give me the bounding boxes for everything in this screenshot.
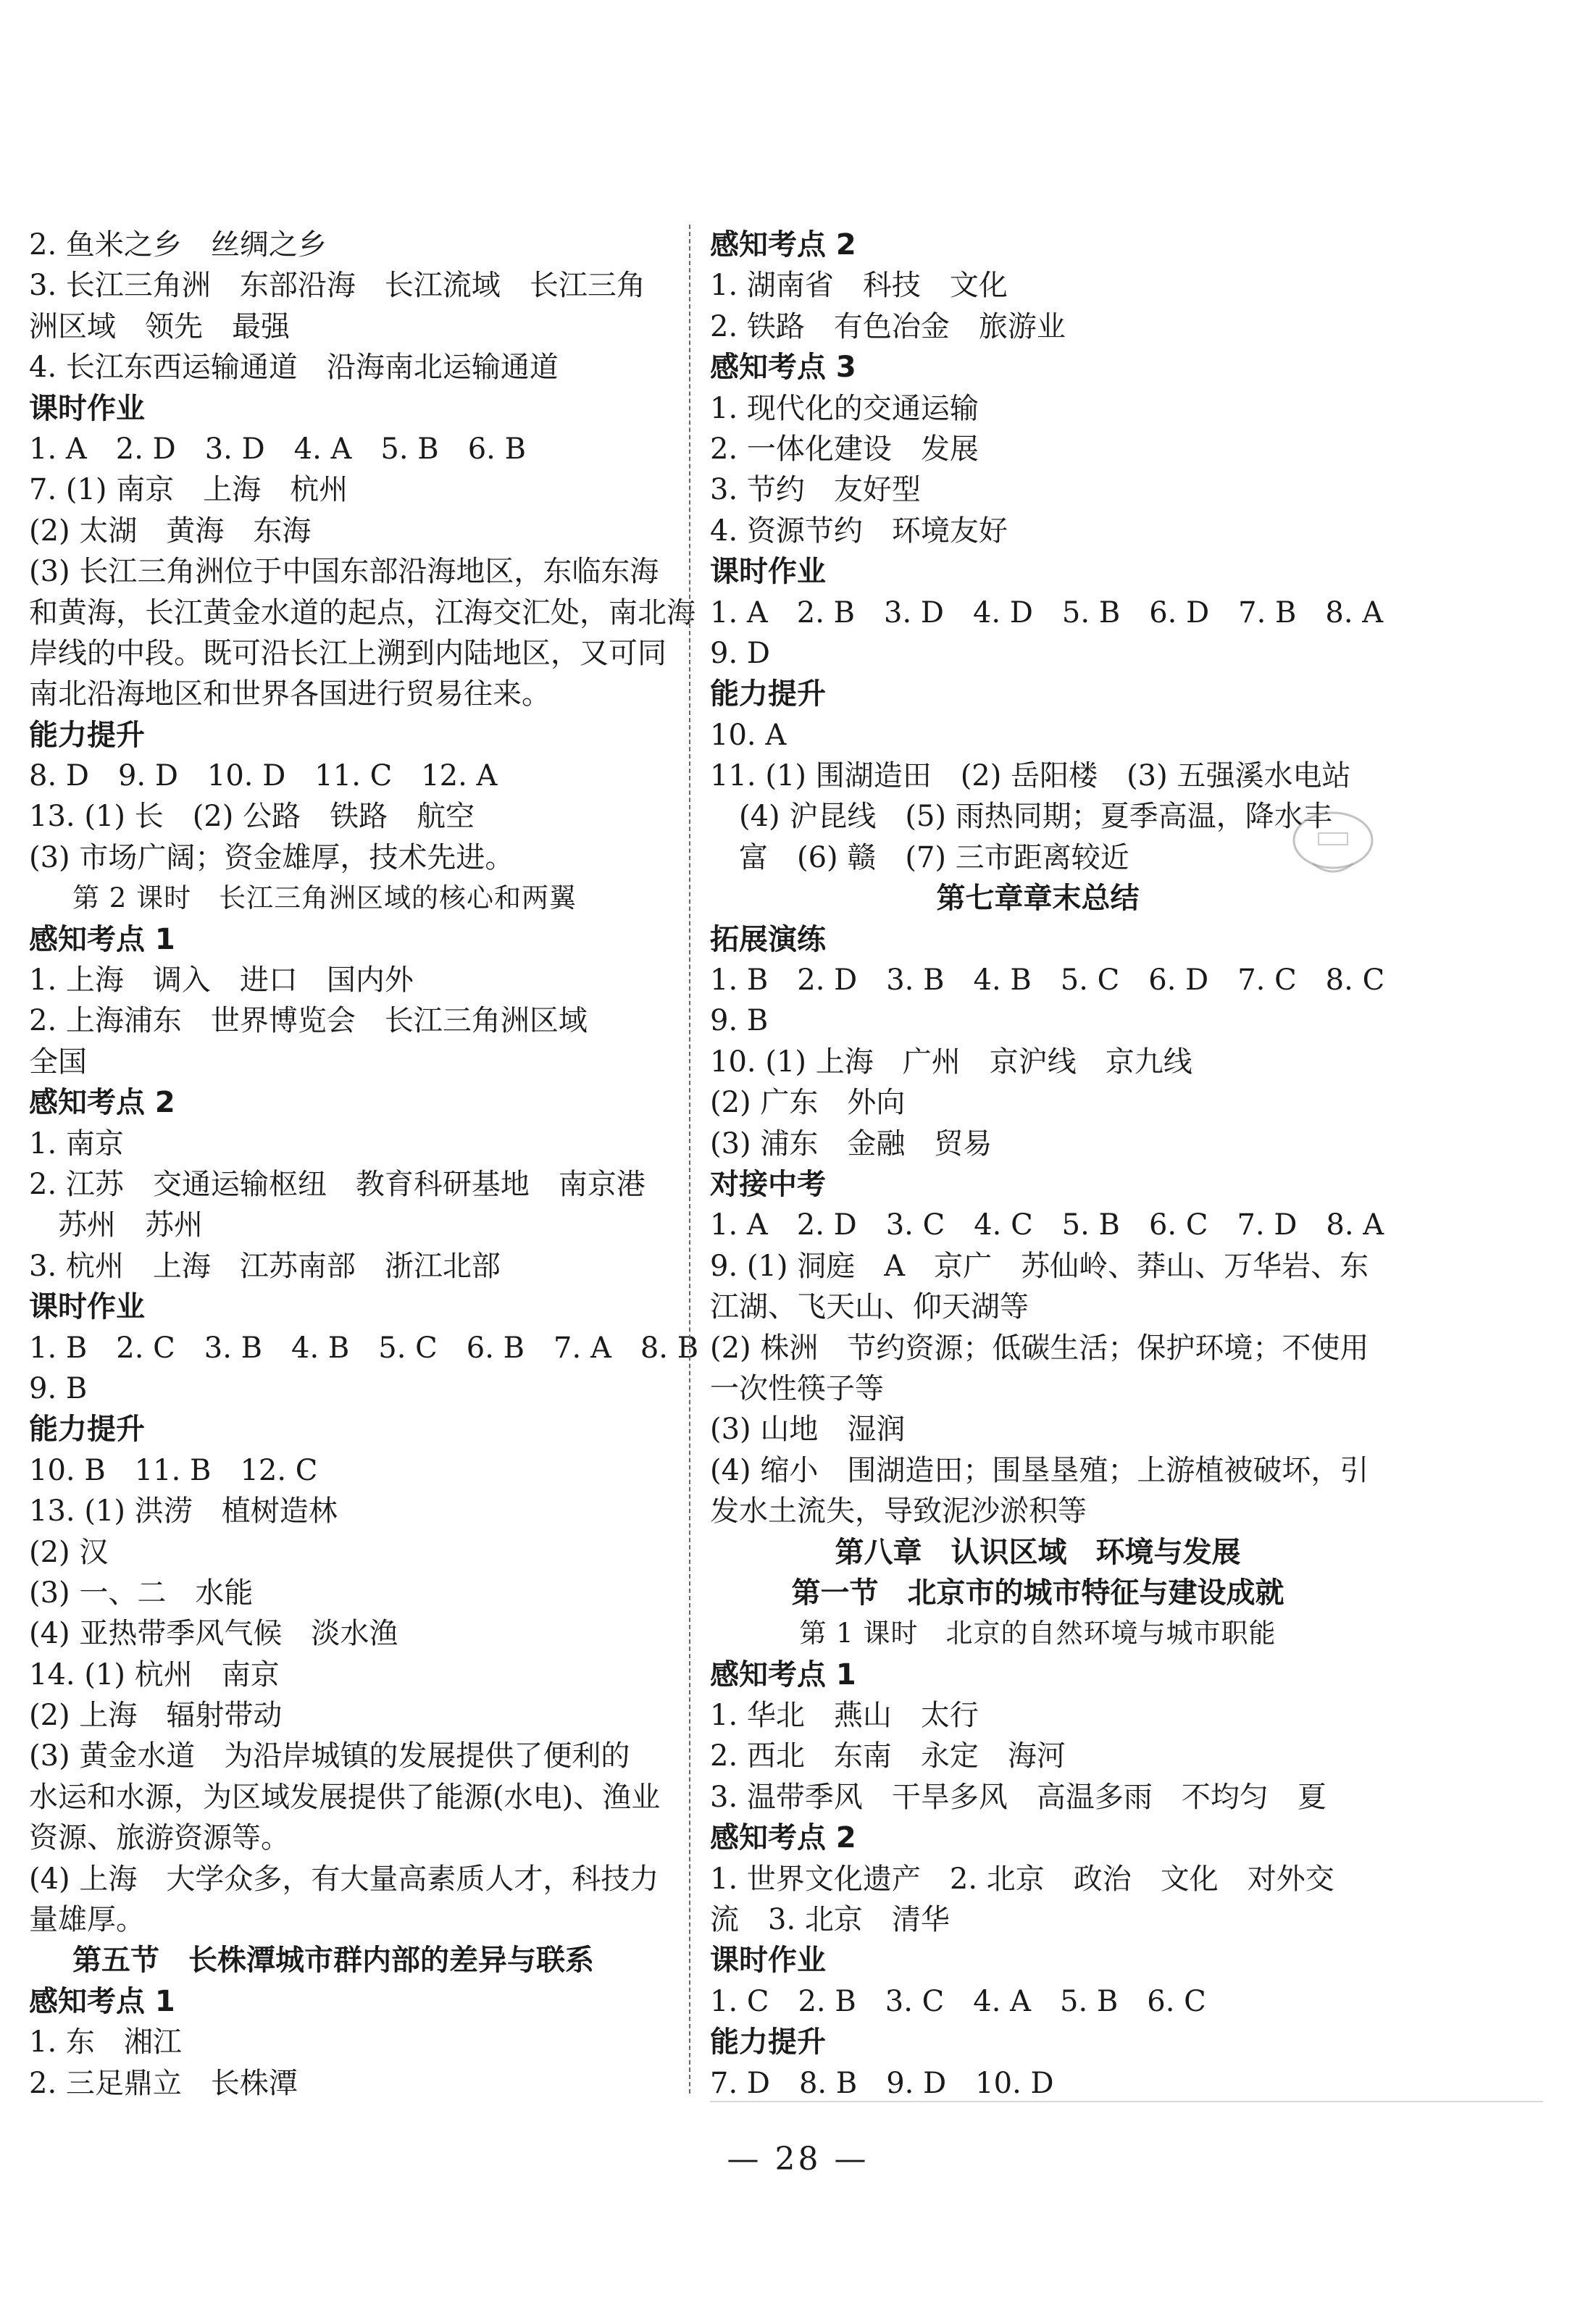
section-heading: 第五节 长株潭城市群内部的差异与联系 [72,1944,594,1978]
answer-line: 1. 现代化的交通运输 [710,391,979,425]
section-heading: 感知考点 2 [710,1821,856,1855]
right-column [710,225,1385,2104]
answer-line: 14. (1) 杭州 南京 [29,1657,280,1692]
answer-line: 2. 西北 东南 永定 海河 [710,1739,1066,1773]
answer-line: (3) 山地 湿润 [710,1413,906,1447]
answer-line: 1. A 2. D 3. C 4. C 5. B 6. C 7. D 8. A [710,1208,1384,1242]
section-heading: 感知考点 2 [710,228,856,262]
section-heading: 第八章 认识区域 环境与发展 [835,1535,1241,1569]
answer-line: 一次性筷子等 [710,1371,884,1405]
answer-line: (3) 黄金水道 为沿岸城镇的发展提供了便利的 [29,1739,630,1773]
answer-line: 4. 资源节约 环境友好 [710,514,1008,548]
answer-line: 富 (6) 赣 (7) 三市距离较近 [710,840,1129,874]
answer-line: (2) 汉 [29,1535,109,1569]
answer-line: (4) 上海 大学众多，有大量高素质人才，科技力 [29,1862,659,1896]
answer-line: 9. B [29,1371,88,1405]
answer-line: (3) 市场广阔；资金雄厚，技术先进。 [29,840,514,874]
answer-line: 岸线的中段。既可沿长江上溯到内陆地区，又可同 [29,636,667,670]
answer-line: 流 3. 北京 清华 [710,1903,950,1937]
answer-line: 苏州 苏州 [29,1208,203,1242]
answer-line: 10. B 11. B 12. C [29,1453,318,1487]
answer-line: 第 1 课时 北京的自然环境与城市职能 [799,1618,1277,1650]
answer-line: 1. A 2. D 3. D 4. A 5. B 6. B [29,432,526,466]
section-heading: 感知考点 1 [29,1984,175,2018]
section-heading: 课时作业 [29,1290,145,1324]
answer-line: 1. 华北 燕山 太行 [710,1699,979,1733]
answer-line: 南北沿海地区和世界各国进行贸易往来。 [29,677,551,711]
answer-line: 1. 世界文化遗产 2. 北京 政治 文化 对外交 [710,1862,1334,1896]
answer-line: 1. C 2. B 3. C 4. A 5. B 6. C [710,1984,1206,2018]
section-heading: 能力提升 [710,2025,826,2060]
answer-line: 资源、旅游资源等。 [29,1821,290,1855]
answer-line: 2. 鱼米之乡 丝绸之乡 [29,228,327,262]
answer-line: 3. 长江三角洲 东部沿海 长江流域 长江三角 [29,269,645,303]
section-heading: 感知考点 2 [29,1086,175,1120]
answer-line: 11. (1) 围湖造田 (2) 岳阳楼 (3) 五强溪水电站 [710,759,1351,793]
answer-line: 江湖、飞天山、仰天湖等 [710,1290,1029,1324]
answer-line: 10. (1) 上海 广州 京沪线 京九线 [710,1045,1192,1079]
answer-line: (3) 长江三角洲位于中国东部沿海地区，东临东海 [29,555,659,589]
answer-line: 3. 杭州 上海 江苏南部 浙江北部 [29,1249,501,1283]
answer-line: (3) 一、二 水能 [29,1576,254,1610]
column-divider [689,225,690,2094]
stamp-icon [1290,804,1376,884]
answer-line: 3. 节约 友好型 [710,473,921,507]
answer-line: 9. (1) 洞庭 A 京广 苏仙岭、莽山、万华岩、东 [710,1249,1369,1283]
answer-line: 水运和水源，为区域发展提供了能源(水电)、渔业 [29,1780,661,1814]
section-heading: 感知考点 1 [710,1657,856,1692]
answer-line: 8. D 9. D 10. D 11. C 12. A [29,759,498,793]
answer-line: (4) 沪昆线 (5) 雨热同期；夏季高温，降水丰 [710,800,1332,834]
section-heading: 课时作业 [29,391,145,425]
answer-line: 1. 南京 [29,1126,124,1161]
answer-line: 13. (1) 长 (2) 公路 铁路 航空 [29,800,475,834]
answer-line: (4) 缩小 围湖造田；围垦垦殖；上游植被破坏，引 [710,1453,1369,1487]
section-heading: 课时作业 [710,1944,826,1978]
answer-line: 2. 一体化建设 发展 [710,432,979,466]
section-heading: 对接中考 [710,1167,826,1201]
answer-line: 1. 上海 调入 进口 国内外 [29,963,414,998]
answer-line: 1. 东 湘江 [29,2025,182,2060]
answer-line: 2. 江苏 交通运输枢纽 教育科研基地 南京港 [29,1167,645,1201]
section-heading: 课时作业 [710,555,826,589]
answer-line: 1. B 2. D 3. B 4. B 5. C 6. D 7. C 8. C [710,963,1385,998]
answer-line: 洲区域 领先 最强 [29,309,290,343]
answer-line: 2. 上海浦东 世界博览会 长江三角洲区域 [29,1004,588,1038]
answer-line: 10. A [710,718,787,752]
answer-line: 7. D 8. B 9. D 10. D [710,2066,1054,2100]
section-heading: 感知考点 3 [710,351,856,385]
answer-line: (2) 广东 外向 [710,1086,906,1120]
left-column [29,225,699,2104]
section-heading: 能力提升 [29,1413,145,1447]
answer-line: 3. 温带季风 干旱多风 高温多雨 不均匀 夏 [710,1780,1326,1814]
answer-line: (2) 上海 辐射带动 [29,1699,283,1733]
answer-line: (3) 浦东 金融 贸易 [710,1126,993,1161]
bottom-rule [710,2101,1543,2102]
answer-line: 4. 长江东西运输通道 沿海南北运输通道 [29,351,559,385]
section-heading: 能力提升 [29,718,145,752]
answer-line: 第 2 课时 长江三角洲区域的核心和两翼 [72,882,577,914]
answer-line: 9. B [710,1004,769,1038]
page-number: — 28 — [727,2141,869,2178]
answer-line: 7. (1) 南京 上海 杭州 [29,473,348,507]
answer-line: (4) 亚热带季风气候 淡水渔 [29,1617,398,1651]
section-heading: 第一节 北京市的城市特征与建设成就 [791,1576,1284,1610]
answer-line: (2) 太湖 黄海 东海 [29,514,312,548]
section-heading: 感知考点 1 [29,922,175,956]
answer-line: 全国 [29,1045,87,1079]
answer-line: 1. 湖南省 科技 文化 [710,269,1008,303]
answer-line: (2) 株洲 节约资源；低碳生活；保护环境；不使用 [710,1331,1369,1365]
section-heading: 能力提升 [710,677,826,711]
answer-line: 和黄海，长江黄金水道的起点，江海交汇处，南北海 [29,595,695,630]
answer-line: 9. D [710,636,770,670]
section-heading: 拓展演练 [710,922,826,956]
answer-line: 13. (1) 洪涝 植树造林 [29,1494,338,1529]
answer-line: 1. B 2. C 3. B 4. B 5. C 6. B 7. A 8. B [29,1331,699,1365]
answer-line: 发水土流失，导致泥沙淤积等 [710,1494,1087,1529]
answer-line: 2. 铁路 有色冶金 旅游业 [710,309,1066,343]
answer-line: 量雄厚。 [29,1903,145,1937]
answer-line: 2. 三足鼎立 长株潭 [29,2066,298,2100]
section-heading: 第七章章末总结 [936,882,1140,916]
answer-line: 1. A 2. B 3. D 4. D 5. B 6. D 7. B 8. A [710,595,1384,630]
